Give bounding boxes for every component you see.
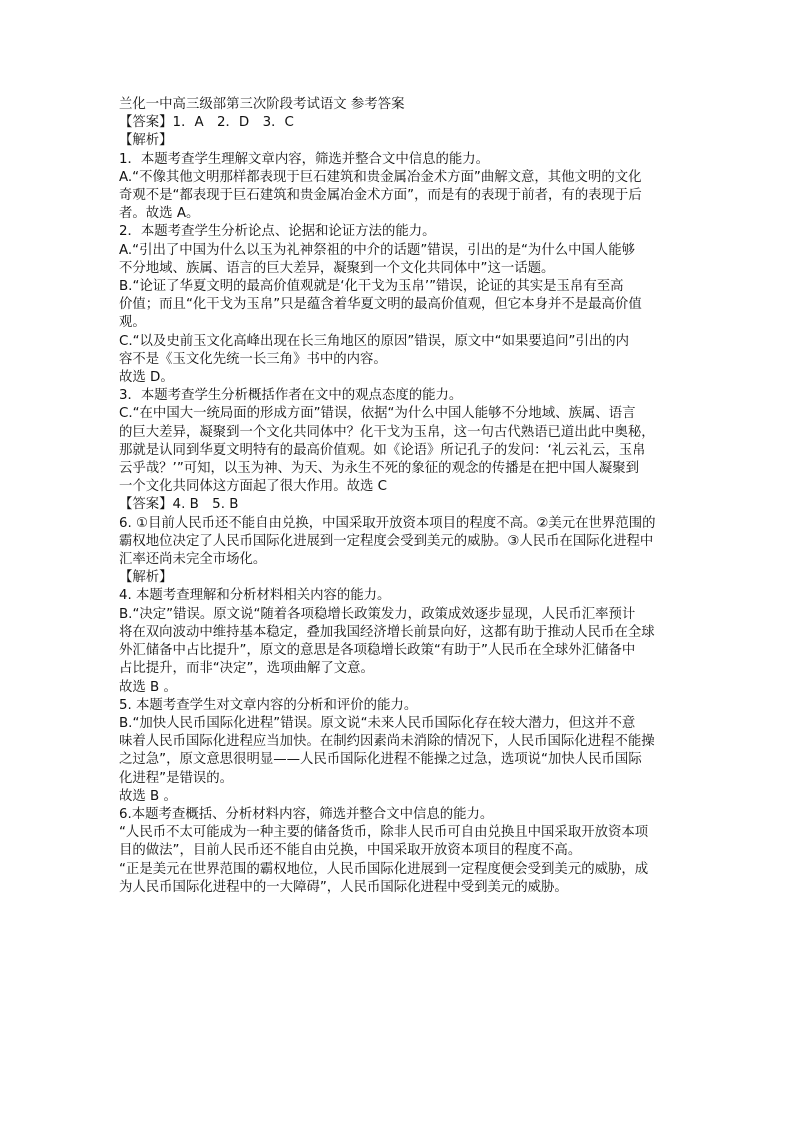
text-line: 3．本题考查学生分析概括作者在文中的观点态度的能力。 (119, 388, 463, 404)
text-line: 外汇储备中占比提升”，原文的意思是各项稳增长政策“有助于”人民币在全球外汇储备中 (119, 643, 636, 659)
text-line: 化进程”是错误的。 (119, 770, 234, 786)
text-line: 为人民币国际化进程中的一大障碍”，人民币国际化进程中受到美元的威胁。 (119, 879, 568, 895)
text-line: 价值；而且“化干戈为玉帛”只是蕴含着华夏文明的最高价值观，但它本身并不是最高价值 (119, 297, 642, 313)
document-title: 兰化一中高三级部第三次阶段考试语文 参考答案 (119, 97, 405, 112)
text-line: 6. ①目前人民币还不能自由兑换，中国采取开放资本项目的程度不高。②美元在世界范围的 (119, 515, 656, 531)
text-line: B.“论证了华夏文明的最高价值观就是‘化干戈为玉帛’”错误，论证的其实是玉帛有至高 (119, 279, 624, 295)
text-line: A.“不像其他文明那样都表现于巨石建筑和贵金属冶金术方面”曲解文意，其他文明的文化 (119, 169, 642, 185)
text-line: 味着人民币国际化进程应当加快。在制约因素尚未消除的情况下，人民币国际化进程不能操 (119, 734, 655, 750)
text-line: C.“在中国大一统局面的形成方面”错误，依据“为什么中国人能够不分地域、族属、语言 (119, 406, 636, 422)
text-line: 云乎哉？’”可知，以玉为神、为天、为永生不死的象征的观念的传播是在把中国人凝聚到 (119, 461, 640, 477)
text-line: 2．本题考查学生分析论点、论据和论证方法的能力。 (119, 224, 436, 240)
text-line: “正是美元在世界范围的霸权地位，人民币国际化进展到一定程度便会受到美元的威胁，成 (119, 861, 649, 877)
text-line: B.“加快人民币国际化进程”错误。原文说“未来人民币国际化存在较大潜力，但这并不意 (119, 715, 636, 731)
text-line: 6.本题考查概括、分析材料内容，筛选并整合文中信息的能力。 (119, 806, 494, 822)
text-line: 【答案】4. B 5. B (119, 497, 239, 513)
text-line: 1．本题考查学生理解文章内容，筛选并整合文中信息的能力。 (119, 151, 490, 167)
text-line: 之过急”，原文意思很明显——人民币国际化进程不能操之过急，选项说“加快人民币国际 (119, 752, 642, 768)
text-line: 【解析】 (119, 570, 173, 586)
text-line: 故选 D。 (119, 370, 174, 386)
text-line: 的巨大差异，凝聚到一个文化共同体中？化干戈为玉帛，这一句古代熟语已道出此中奥秘， (119, 424, 655, 440)
text-line: 故选 B 。 (119, 788, 177, 804)
text-line: 【解析】 (119, 133, 173, 149)
text-line: 霸权地位决定了人民币国际化进展到一定程度会受到美元的威胁。③人民币在国际化进程中 (119, 533, 654, 549)
answer-document (119, 96, 679, 897)
text-line: 奇观不是“都表现于巨石建筑和贵金属冶金术方面”，而是有的表现于前者，有的表现于后 (119, 188, 642, 204)
text-line: B.“决定”错误。原文说“随着各项稳增长政策发力，政策成效逐步显现，人民币汇率预计 (119, 606, 636, 622)
text-line: 5. 本题考查学生对文章内容的分析和评价的能力。 (119, 697, 418, 713)
text-line: 容不是《玉文化先统一长三角》书中的内容。 (119, 351, 387, 367)
text-line: C.“以及史前玉文化高峰出现在长三角地区的原因”错误，原文中“如果要追问”引出的内 (119, 333, 630, 349)
text-line: 占比提升，而非“决定”，选项曲解了文意。 (119, 661, 374, 677)
text-line: 【答案】1．A 2．D 3．C (119, 115, 294, 131)
text-line: 那就是认同到华夏文明特有的最高价值观。如《论语》所记孔子的发问：‘礼云礼云，玉帛 (119, 442, 646, 458)
text-line: 故选 B 。 (119, 679, 177, 695)
text-line: 4. 本题考查理解和分析材料相关内容的能力。 (119, 588, 391, 604)
text-line: “人民币不太可能成为一种主要的储备货币，除非人民币可自由兑换且中国采取开放资本项 (119, 825, 649, 841)
text-line: 一个文化共同体这方面起了很大作用。故选 C (119, 479, 388, 495)
text-line: 将在双向波动中维持基本稳定，叠加我国经济增长前景向好，这都有助于推动人民币在全球 (119, 624, 655, 640)
text-line: 汇率还尚未完全市场化。 (119, 552, 267, 568)
text-line: 观。 (119, 315, 146, 331)
text-line: 目的做法”，目前人民币还不能自由兑换，中国采取开放资本项目的程度不高。 (119, 843, 582, 859)
text-line: 不分地域、族属、语言的巨大差异，凝聚到一个文化共同体中”这一话题。 (119, 260, 555, 276)
text-line: A.“引出了中国为什么以玉为礼神祭祖的中介的话题”错误，引出的是“为什么中国人能够 (119, 242, 636, 258)
text-line: 者。故选 A。 (119, 206, 200, 222)
